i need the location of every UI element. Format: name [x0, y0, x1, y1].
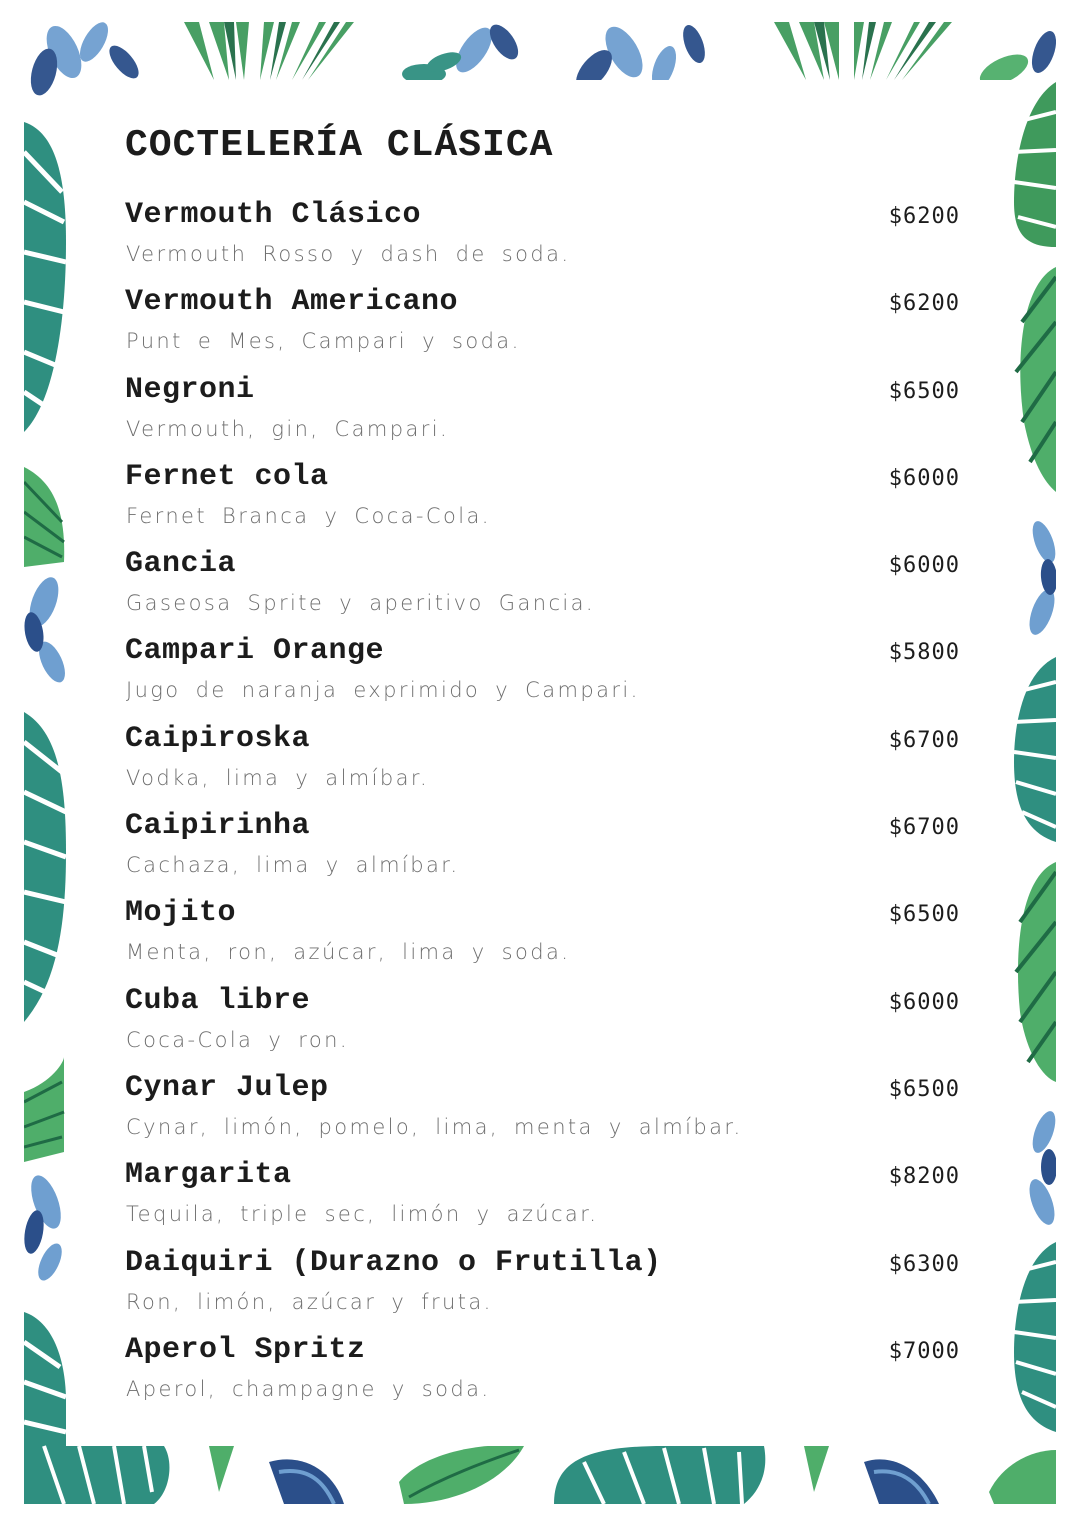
item-description: Ron, limón, azúcar y fruta. — [126, 1289, 493, 1314]
item-price: $6700 — [888, 815, 960, 841]
item-description: Cachaza, lima y almíbar. — [126, 853, 460, 878]
item-name: Daiquiri (Durazno o Frutilla) — [125, 1245, 662, 1280]
item-name: Caipiroska — [125, 721, 311, 756]
menu-item — [125, 1333, 965, 1420]
item-price: $6500 — [888, 378, 960, 404]
item-name: Vermouth Americano — [125, 285, 459, 320]
item-price: $7000 — [888, 1338, 960, 1364]
item-description: Fernet Branca y Coca-Cola. — [126, 503, 491, 528]
item-price: $6200 — [888, 291, 960, 317]
item-description: Vermouth Rosso y dash de soda. — [126, 242, 571, 266]
item-price: $6000 — [888, 465, 960, 491]
menu-item — [125, 722, 965, 809]
item-description: Coca-Cola y ron. — [126, 1027, 349, 1052]
menu-item — [125, 547, 965, 634]
item-price: $6200 — [888, 204, 960, 229]
item-description: Punt e Mes, Campari y soda. — [126, 329, 521, 354]
item-price: $6500 — [888, 1076, 960, 1102]
menu-item — [125, 1246, 965, 1333]
menu-item-list — [125, 198, 965, 1420]
item-name: Vermouth Clásico — [125, 198, 422, 232]
item-name: Fernet cola — [125, 459, 329, 494]
menu-item — [125, 460, 965, 547]
item-price: $8200 — [888, 1164, 960, 1190]
item-price: $6000 — [888, 553, 960, 579]
item-name: Gancia — [125, 547, 237, 582]
item-name: Mojito — [125, 896, 237, 931]
menu-item — [125, 1071, 965, 1158]
menu-item — [125, 809, 965, 896]
item-description: Menta, ron, azúcar, lima y soda. — [126, 940, 571, 965]
item-name: Margarita — [125, 1158, 292, 1193]
item-name: Campari Orange — [125, 634, 385, 669]
item-name: Caipirinha — [125, 809, 311, 844]
item-name: Negroni — [125, 372, 255, 407]
item-description: Gaseosa Sprite y aperitivo Gancia. — [126, 591, 595, 616]
item-description: Aperol, champagne y soda. — [126, 1376, 491, 1401]
menu-item — [125, 285, 965, 372]
item-name: Aperol Spritz — [125, 1332, 366, 1367]
menu-item — [125, 634, 965, 721]
item-description: Vodka, lima y almíbar. — [126, 765, 430, 790]
menu-item — [125, 1158, 965, 1245]
menu-item — [125, 984, 965, 1071]
item-price: $6500 — [888, 902, 960, 928]
item-description: Jugo de naranja exprimido y Campari. — [126, 678, 640, 703]
item-price: $6300 — [888, 1251, 960, 1277]
item-description: Vermouth, gin, Campari. — [126, 416, 450, 441]
item-price: $6000 — [888, 989, 960, 1015]
menu-title: COCTELERÍA CLÁSICA — [125, 124, 554, 167]
menu-item — [125, 198, 965, 285]
item-description: Cynar, limón, pomelo, lima, menta y almíbar. — [126, 1114, 743, 1139]
menu-item — [125, 373, 965, 460]
menu-item — [125, 896, 965, 983]
item-name: Cynar Julep — [125, 1070, 329, 1105]
item-description: Tequila, triple sec, limón y azúcar. — [126, 1202, 599, 1227]
item-price: $5800 — [888, 640, 960, 666]
item-name: Cuba libre — [125, 983, 311, 1018]
item-price: $6700 — [888, 727, 960, 753]
